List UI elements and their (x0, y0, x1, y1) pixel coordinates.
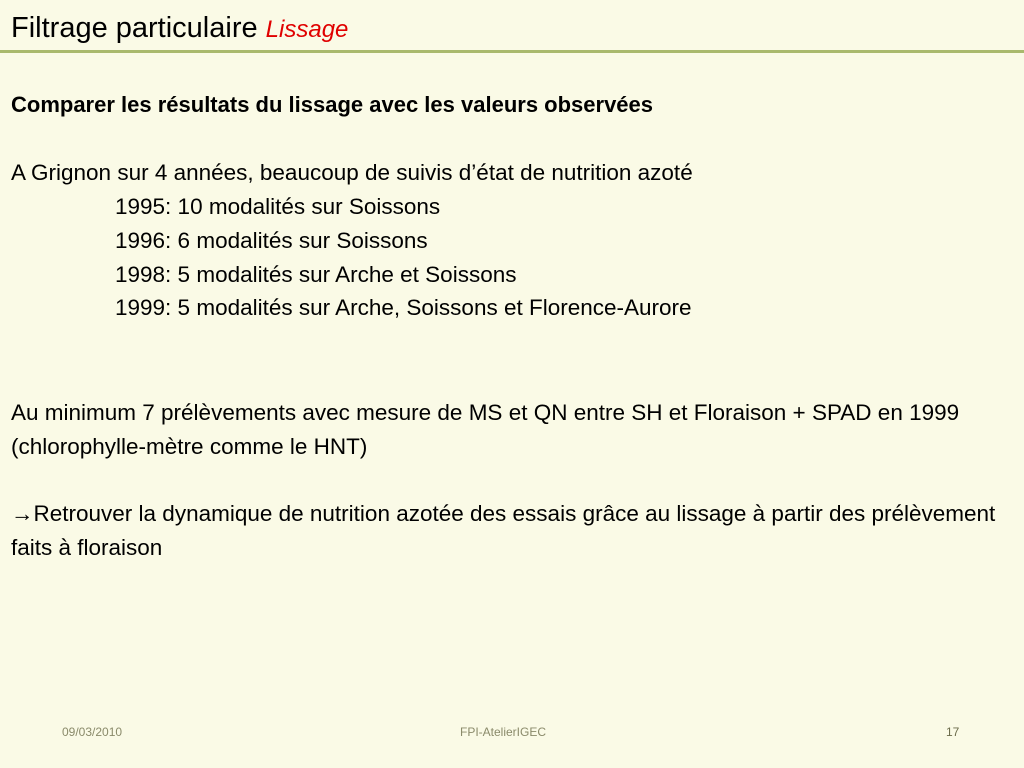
year-item-1999: 1999: 5 modalités sur Arche, Soissons et Florence-Aurore (115, 295, 692, 321)
footer-center-text: FPI-AtelierIGEC (460, 725, 547, 739)
intro-text: A Grignon sur 4 années, beaucoup de suivis d’état de nutrition azoté (11, 160, 693, 185)
conclusion-paragraph (11, 497, 1001, 564)
year-list (115, 190, 692, 325)
conclusion-text: Retrouver la dynamique de nutrition azotée des essais grâce au lissage à partir des prélèvement faits à floraison (11, 501, 996, 560)
page-number: 17 (946, 725, 960, 739)
slide-title (11, 10, 348, 48)
year-item-1998: 1998: 5 modalités sur Arche et Soissons (115, 261, 517, 287)
measurement-paragraph: Au minimum 7 prélèvements avec mesure de MS et QN entre SH et Floraison + SPAD en 1999 (chlorophylle-mètre comme le HNT) (11, 400, 960, 459)
year-item-1996: 1996: 6 modalités sur Soissons (115, 227, 428, 253)
title-text: Filtrage particulaire (11, 12, 258, 44)
title-subtitle: Lissage (265, 16, 349, 43)
title-divider (0, 50, 1024, 53)
right-arrow-icon: → (11, 501, 34, 526)
year-item-1995: 1995: 10 modalités sur Soissons (115, 194, 441, 219)
footer-date: 09/03/2010 (62, 725, 123, 739)
section-heading: Comparer les résultats du lissage avec les valeurs observées (11, 92, 654, 117)
